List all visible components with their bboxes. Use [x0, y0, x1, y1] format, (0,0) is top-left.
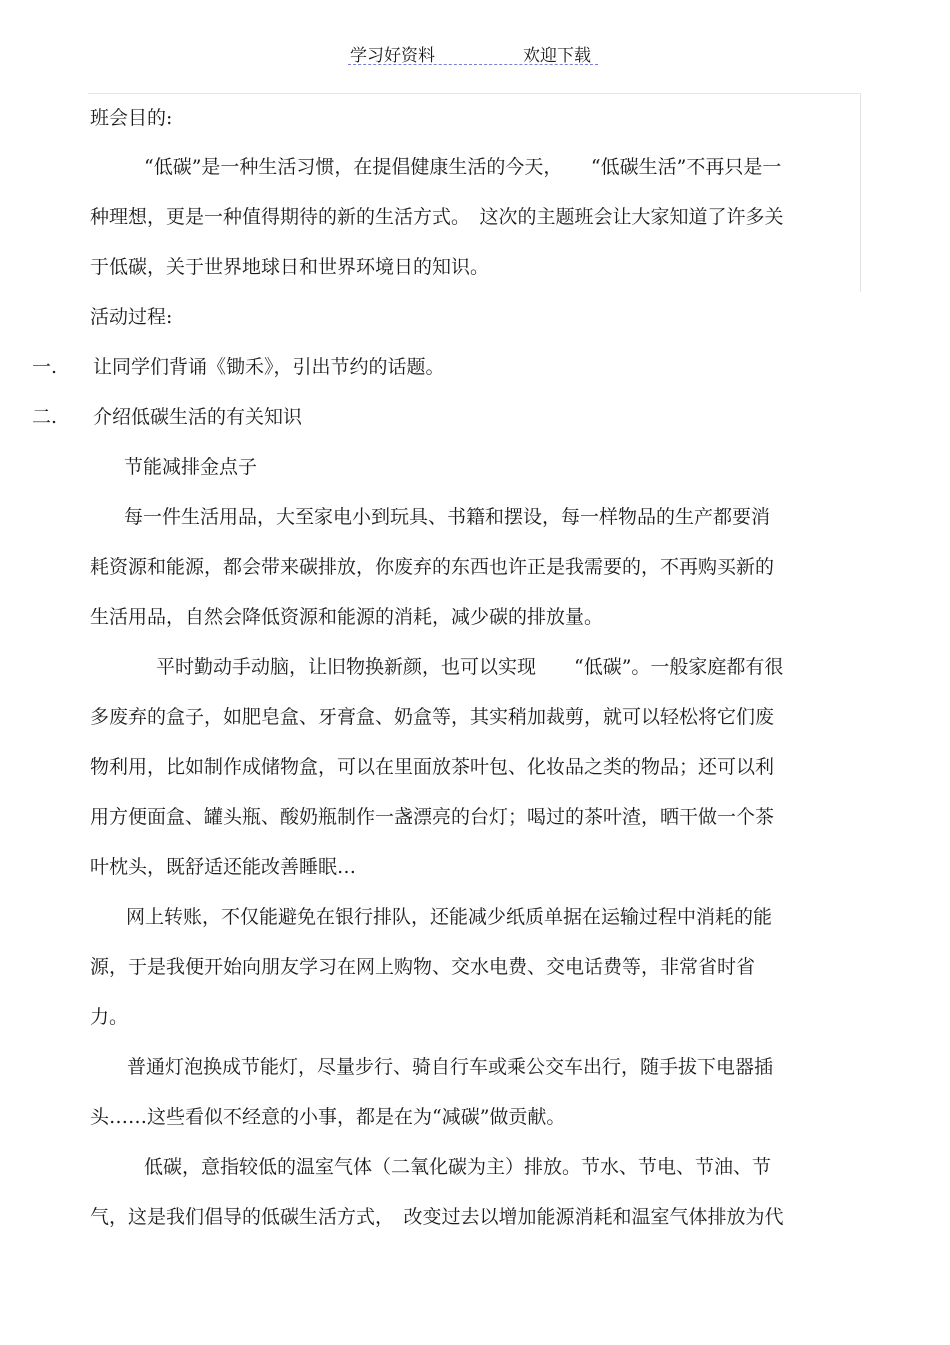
paragraph-line: 气，这是我们倡导的低碳生活方式， 改变过去以增加能源消耗和温室气体排放为代 — [90, 1206, 784, 1228]
paragraph-line: 耗资源和能源，都会带来碳排放，你废弃的东西也许正是我需要的，不再购买新的 — [90, 556, 775, 578]
paragraph-line: 叶枕头，既舒适还能改善睡眠… — [90, 856, 357, 878]
list-item-text: 让同学们背诵《锄禾》，引出节约的话题。 — [93, 356, 445, 378]
paragraph-line: 网上转账，不仅能避免在银行排队，还能减少纸质单据在运输过程中消耗的能 — [126, 906, 773, 928]
paragraph-line: 平时勤动手动脑，让旧物换新颜，也可以实现 “低碳”。一般家庭都有很 — [156, 656, 784, 678]
list-item-text: 介绍低碳生活的有关知识 — [93, 406, 303, 428]
paragraph-line: 每一件生活用品，大至家电小到玩具、书籍和摆设，每一样物品的生产都要消 — [124, 506, 771, 528]
header-right-text: 欢迎下载 — [523, 46, 591, 66]
paragraph-line: 生活用品，自然会降低资源和能源的消耗，减少碳的排放量。 — [90, 606, 604, 628]
paragraph-line: 于低碳，关于世界地球日和世界环境日的知识。 — [90, 256, 490, 278]
paragraph-line: 普通灯泡换成节能灯，尽量步行、骑自行车或乘公交车出行，随手拔下电器插 — [127, 1056, 774, 1078]
list-number: 二. — [32, 406, 58, 428]
list-number: 一. — [32, 356, 58, 378]
paragraph-line: 用方便面盒、罐头瓶、酸奶瓶制作一盏漂亮的台灯；喝过的茶叶渣，晒干做一个茶 — [90, 806, 775, 828]
subheading: 节能减排金点子 — [124, 456, 258, 478]
paragraph-line: 头……这些看似不经意的小事，都是在为“减碳”做贡献。 — [90, 1106, 566, 1128]
header-left-text: 学习好资料 — [350, 46, 435, 66]
section-heading-process: 活动过程: — [90, 306, 173, 328]
paragraph-line: 低碳，意指较低的温室气体（二氧化碳为主）排放。节水、节电、节油、节 — [144, 1156, 772, 1178]
paragraph-line: “低碳”是一种生活习惯，在提倡健康生活的今天， “低碳生活”不再只是一 — [144, 156, 782, 178]
section-heading-purpose: 班会目的: — [90, 107, 173, 129]
paragraph-line: 源，于是我便开始向朋友学习在网上购物、交水电费、交电话费等，非常省时省 — [90, 956, 756, 978]
paragraph-line: 力。 — [90, 1006, 129, 1028]
paragraph-line: 多废弃的盒子，如肥皂盒、牙膏盒、奶盒等，其实稍加裁剪，就可以轻松将它们废 — [90, 706, 775, 728]
page-header — [348, 40, 598, 65]
paragraph-line: 种理想，更是一种值得期待的新的生活方式。 这次的主题班会让大家知道了许多关 — [90, 206, 784, 228]
paragraph-line: 物利用，比如制作成储物盒，可以在里面放茶叶包、化妆品之类的物品；还可以利 — [90, 756, 775, 778]
